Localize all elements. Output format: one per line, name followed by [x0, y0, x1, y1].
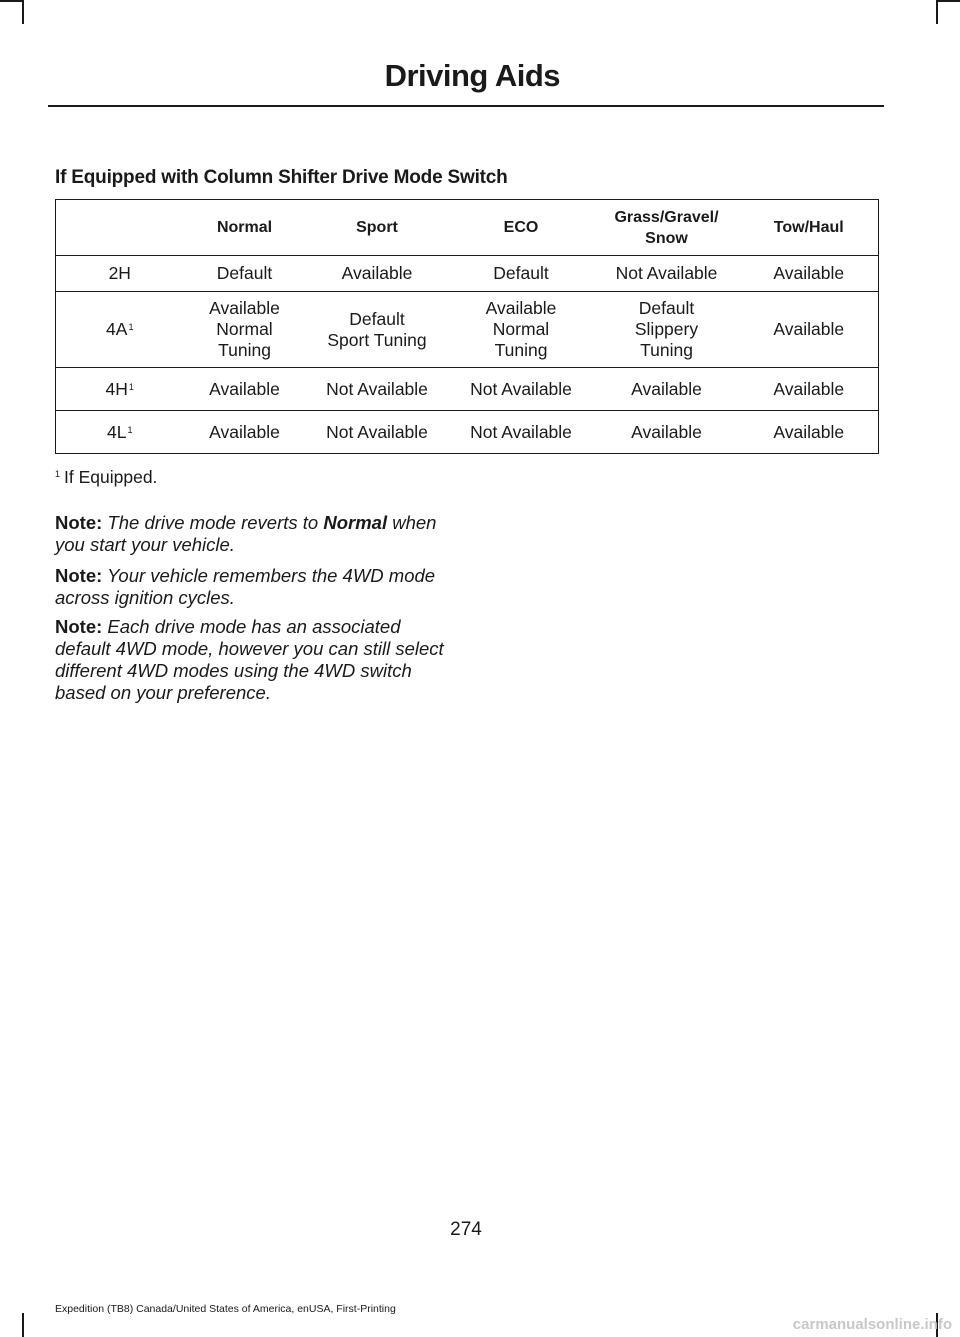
footnote-marker: 1 [55, 469, 61, 479]
table-cell: Available [184, 411, 306, 454]
title-divider [48, 105, 884, 107]
drive-mode-table [55, 199, 879, 454]
table-cell: Default [184, 256, 306, 292]
footnote-ref: 1 [127, 424, 133, 435]
table-cell: Available [306, 256, 449, 292]
table-cell: Available Normal Tuning [449, 292, 594, 368]
table-cell: Available Normal Tuning [184, 292, 306, 368]
mode-cell [56, 292, 184, 368]
note-paragraph [55, 512, 455, 556]
note-label: Note: [55, 616, 103, 637]
mode-label: 2H [108, 263, 131, 283]
mode-cell [56, 368, 184, 411]
table-cell: Available [594, 368, 740, 411]
section-heading: If Equipped with Column Shifter Drive Mode Switch [55, 167, 508, 188]
table-cell: Available [740, 368, 879, 411]
note-text: The drive mode reverts to [107, 512, 324, 533]
column-header: Tow/Haul [740, 200, 879, 256]
table-row [56, 256, 879, 292]
note-text: Your vehicle remembers the 4WD mode across ignition cycles. [55, 565, 436, 608]
table-cell: Not Available [449, 368, 594, 411]
table-row [56, 292, 879, 368]
footnote-ref: 1 [128, 381, 134, 392]
table-cell: Not Available [306, 411, 449, 454]
crop-mark [22, 0, 24, 24]
note-label: Note: [55, 512, 103, 533]
note-label: Note: [55, 565, 103, 586]
table-body [56, 256, 879, 454]
table-cell: Default Sport Tuning [306, 292, 449, 368]
table-row [56, 368, 879, 411]
watermark: carmanualsonline.info [792, 1316, 952, 1333]
crop-mark [0, 0, 24, 2]
table-cell: Not Available [449, 411, 594, 454]
footnote-ref: 1 [128, 322, 134, 332]
note-paragraph [55, 565, 455, 609]
note-emphasis: Normal [323, 512, 388, 533]
mode-label: 4A [106, 319, 128, 339]
table-row [56, 411, 879, 454]
crop-mark [936, 0, 938, 24]
column-header-empty [56, 200, 184, 256]
mode-label: 4H [105, 378, 128, 399]
table-header-row [56, 200, 879, 256]
column-header: ECO [449, 200, 594, 256]
mode-cell [56, 411, 184, 454]
page-title: Driving Aids [384, 58, 560, 93]
page-number: 274 [450, 1219, 482, 1240]
table-cell: Default Slippery Tuning [594, 292, 740, 368]
mode-label: 4L [107, 421, 127, 442]
note-text: Each drive mode has an associated default 4WD mode, however you can still select different 4WD modes using the 4WD switch based on your preference. [55, 616, 444, 703]
mode-cell [56, 256, 184, 292]
footnote-text: If Equipped. [64, 467, 158, 487]
table-cell: Available [740, 292, 879, 368]
column-header: Grass/Gravel/ Snow [594, 200, 740, 256]
table-cell: Default [449, 256, 594, 292]
column-header: Sport [306, 200, 449, 256]
crop-mark [936, 0, 960, 2]
crop-mark [22, 1313, 24, 1337]
footnote [55, 467, 157, 488]
table-cell: Available [184, 368, 306, 411]
table-cell: Available [740, 256, 879, 292]
note-paragraph [55, 616, 455, 704]
note-text: when you start your vehicle. [55, 512, 437, 555]
column-header: Normal [184, 200, 306, 256]
table-cell: Available [594, 411, 740, 454]
table-cell: Not Available [306, 368, 449, 411]
edition-footer: Expedition (TB8) Canada/United States of America, enUSA, First-Printing [55, 1303, 396, 1315]
table-cell: Not Available [594, 256, 740, 292]
table-cell: Available [740, 411, 879, 454]
